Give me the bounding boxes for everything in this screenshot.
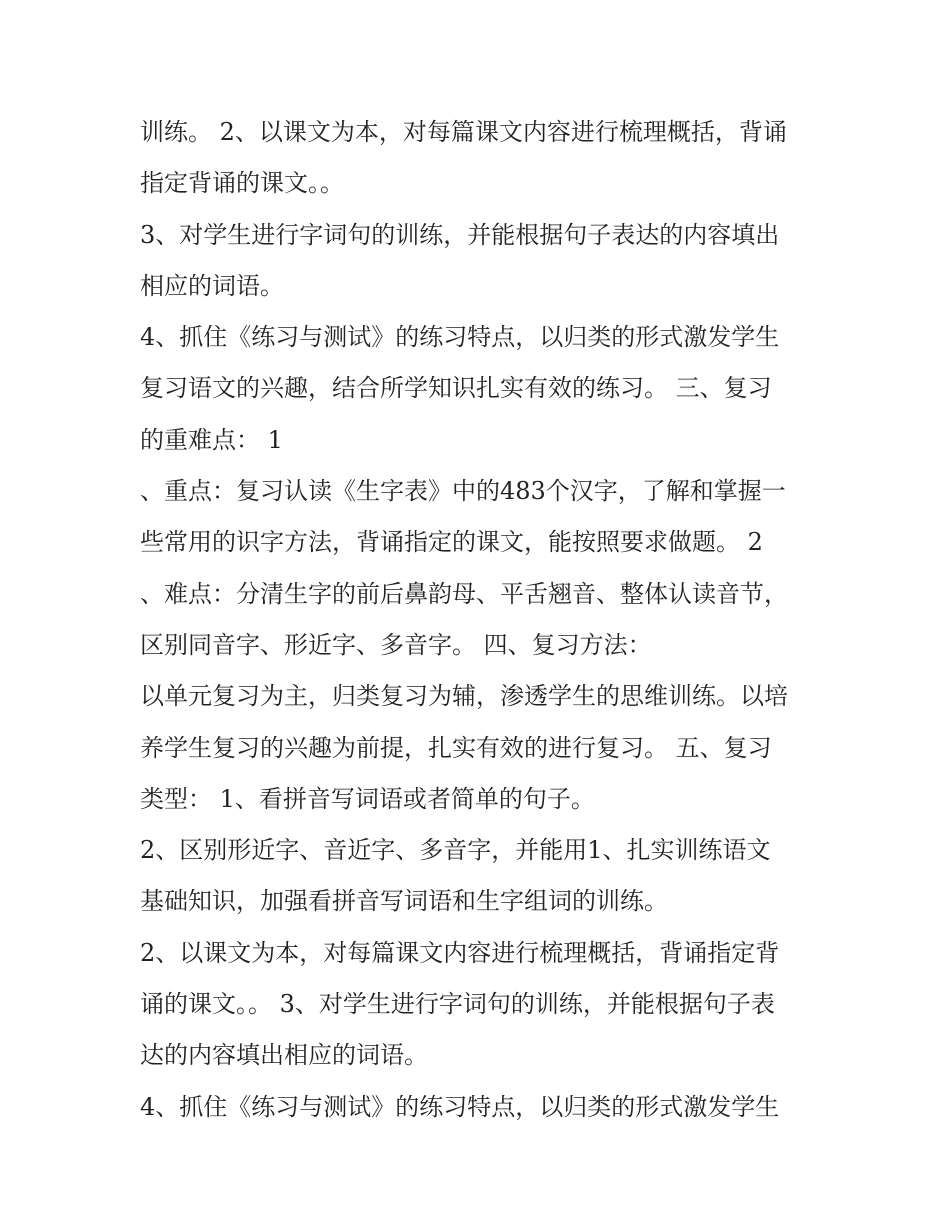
text-line: 2、以课文为本，对每篇课文内容进行梳理概括，背诵指定背 bbox=[140, 938, 780, 967]
text-line: 4、抓住《练习与测试》的练习特点，以归类的形式激发学生 bbox=[140, 323, 780, 352]
text-line: 养学生复习的兴趣为前提，扎实有效的进行复习。 五、复习 bbox=[140, 733, 772, 762]
text-line: 诵的课文。。 3、对学生进行字词句的训练，并能根据句子表 bbox=[140, 990, 775, 1019]
text-line: 些常用的识字方法，背诵指定的课文，能按照要求做题。 2 bbox=[140, 528, 763, 557]
text-line: 类型： 1、看拼音写词语或者简单的句子。 bbox=[140, 784, 595, 813]
text-line: 复习语文的兴趣，结合所学知识扎实有效的练习。 三、复习 bbox=[140, 374, 772, 403]
text-line: 3、对学生进行字词句的训练，并能根据句子表达的内容填出 bbox=[140, 220, 780, 249]
text-line: 以单元复习为主，归类复习为辅，渗透学生的思维训练。以培 bbox=[140, 682, 788, 711]
text-line: 2、区别形近字、音近字、多音字，并能用1、扎实训练语文 bbox=[140, 836, 771, 865]
text-line: 基础知识，加强看拼音写词语和生字组词的训练。 bbox=[140, 887, 668, 916]
text-line: 、难点：分清生字的前后鼻韵母、平舌翘音、整体认读音节， bbox=[140, 579, 788, 608]
document-body bbox=[140, 107, 820, 1133]
text-line: 达的内容填出相应的词语。 bbox=[140, 1041, 428, 1070]
text-line: 4、抓住《练习与测试》的练习特点，以归类的形式激发学生 bbox=[140, 1092, 780, 1121]
text-line: 、重点：复习认读《生字表》中的483个汉字，了解和掌握一 bbox=[140, 477, 786, 506]
text-line: 区别同音字、形近字、多音字。 四、复习方法： bbox=[140, 630, 652, 659]
text-line: 指定背诵的课文。。 bbox=[140, 169, 344, 198]
text-line: 的重难点： 1 bbox=[140, 425, 283, 454]
text-line: 训练。 2、以课文为本，对每篇课文内容进行梳理概括，背诵 bbox=[140, 118, 787, 146]
text-line: 相应的词语。 bbox=[140, 271, 284, 300]
